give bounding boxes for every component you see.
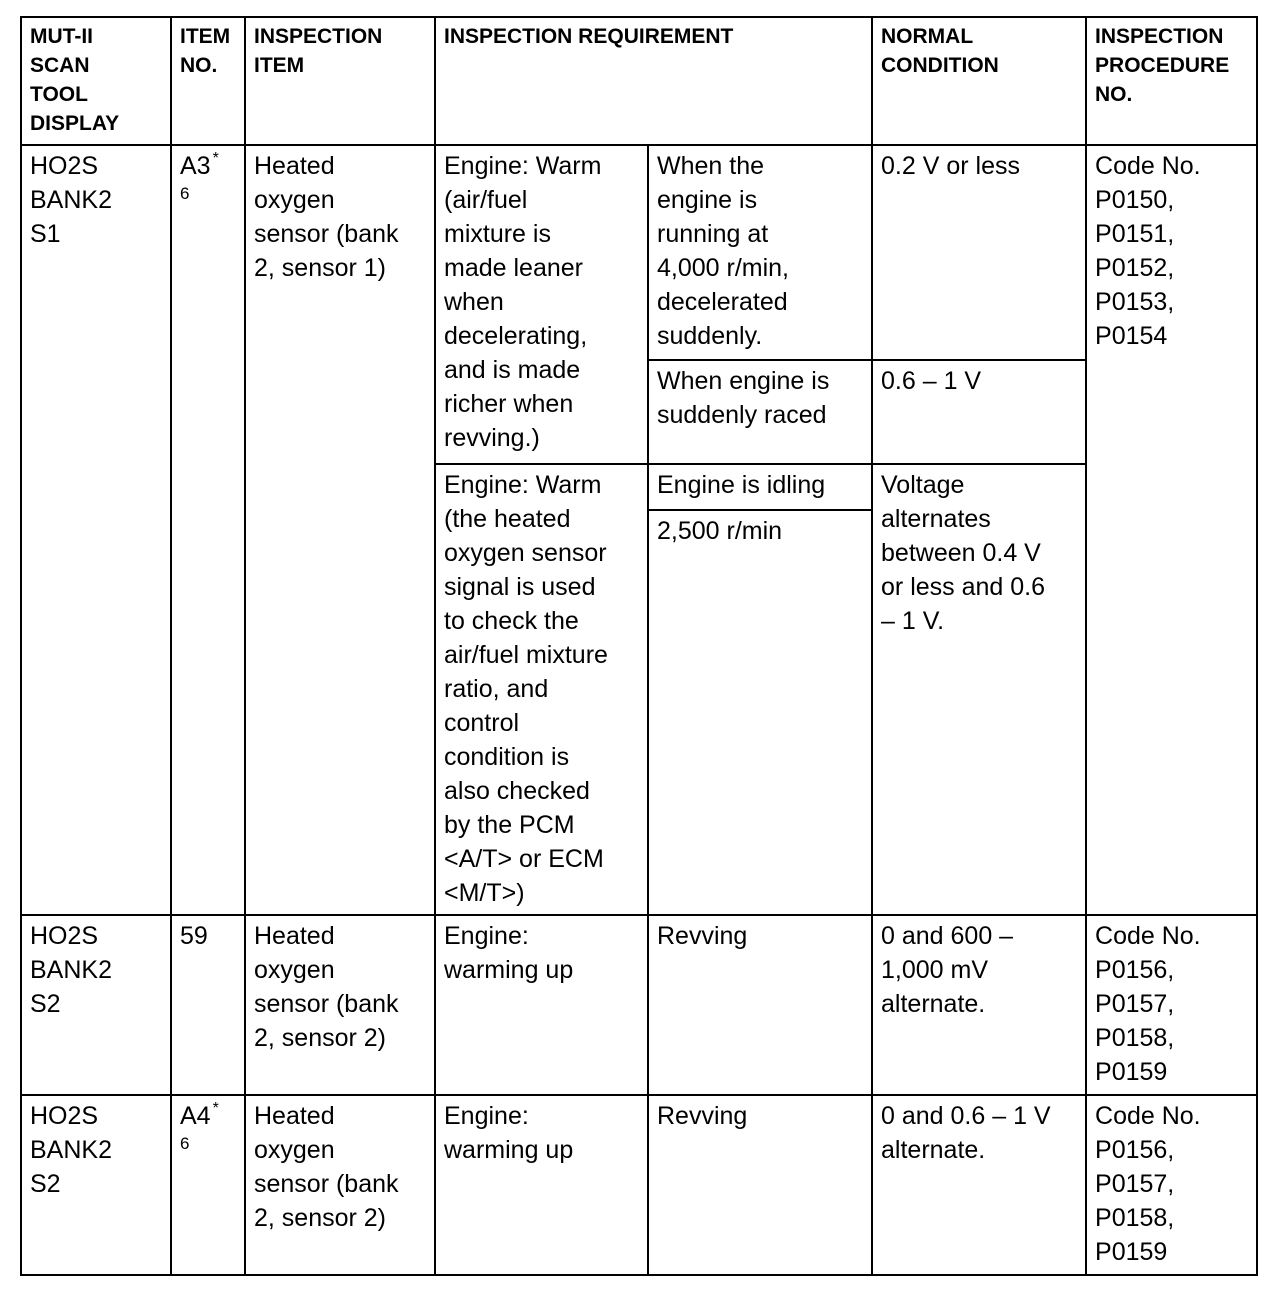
row1-item-no-main: A3 — [180, 152, 211, 180]
inspection-table — [20, 16, 1258, 1276]
row3-procedure: Code No. P0156, P0157, P0158, P0159 — [1086, 1095, 1257, 1275]
header-item-no: ITEM NO. — [171, 17, 245, 145]
row3-item-no — [171, 1095, 245, 1275]
row3-item-no-main: A4 — [180, 1102, 211, 1130]
row1-item-no-sup: * — [212, 150, 219, 167]
row1-inspection-item: Heated oxygen sensor (bank 2, sensor 1) — [245, 145, 435, 915]
row2-inspection-item: Heated oxygen sensor (bank 2, sensor 2) — [245, 915, 435, 1095]
header-normal-condition: NORMAL CONDITION — [872, 17, 1086, 145]
header-row — [21, 17, 1257, 145]
row1-normal-a2: 0.6 – 1 V — [872, 360, 1086, 464]
row1-condition-a1: When the engine is running at 4,000 r/min, decelerated suddenly. — [648, 145, 872, 360]
header-inspection-procedure: INSPECTION PROCEDURE NO. — [1086, 17, 1257, 145]
row1-requirement-a: Engine: Warm (air/fuel mixture is made leaner when decelerating, and is made richer when revving.) — [435, 145, 648, 464]
row2-requirement: Engine: warming up — [435, 915, 648, 1095]
header-inspection-requirement: INSPECTION REQUIREMENT — [435, 17, 872, 145]
row2-procedure: Code No. P0156, P0157, P0158, P0159 — [1086, 915, 1257, 1095]
row3-item-no-sup: * — [212, 1100, 219, 1117]
row3-condition: Revving — [648, 1095, 872, 1275]
row3-display: HO2S BANK2 S2 — [21, 1095, 171, 1275]
row3-requirement: Engine: warming up — [435, 1095, 648, 1275]
table-row — [21, 915, 1257, 1095]
row1-item-no — [171, 145, 245, 915]
row3-item-no-sub: 6 — [180, 1134, 190, 1153]
header-inspection-item: INSPECTION ITEM — [245, 17, 435, 145]
row2-item-no: 59 — [171, 915, 245, 1095]
row2-normal: 0 and 600 – 1,000 mV alternate. — [872, 915, 1086, 1095]
row2-condition: Revving — [648, 915, 872, 1095]
table-row — [21, 145, 1257, 360]
row1-condition-b1: Engine is idling — [648, 464, 872, 510]
row1-requirement-b: Engine: Warm (the heated oxygen sensor signal is used to check the air/fuel mixture ratio, and control condition is also checked by the PCM <A/T> or ECM <M/T>) — [435, 464, 648, 915]
row1-normal-b: Voltage alternates between 0.4 V or less and 0.6 – 1 V. — [872, 464, 1086, 915]
header-scan-tool-display: MUT-II SCAN TOOL DISPLAY — [21, 17, 171, 145]
row1-condition-a2: When engine is suddenly raced — [648, 360, 872, 464]
row1-item-no-sub: 6 — [180, 184, 190, 203]
row3-normal: 0 and 0.6 – 1 V alternate. — [872, 1095, 1086, 1275]
row3-inspection-item: Heated oxygen sensor (bank 2, sensor 2) — [245, 1095, 435, 1275]
row1-condition-b2: 2,500 r/min — [648, 510, 872, 915]
table-row — [21, 1095, 1257, 1275]
row1-procedure: Code No. P0150, P0151, P0152, P0153, P0154 — [1086, 145, 1257, 915]
row2-display: HO2S BANK2 S2 — [21, 915, 171, 1095]
row1-normal-a1: 0.2 V or less — [872, 145, 1086, 360]
row1-display: HO2S BANK2 S1 — [21, 145, 171, 915]
